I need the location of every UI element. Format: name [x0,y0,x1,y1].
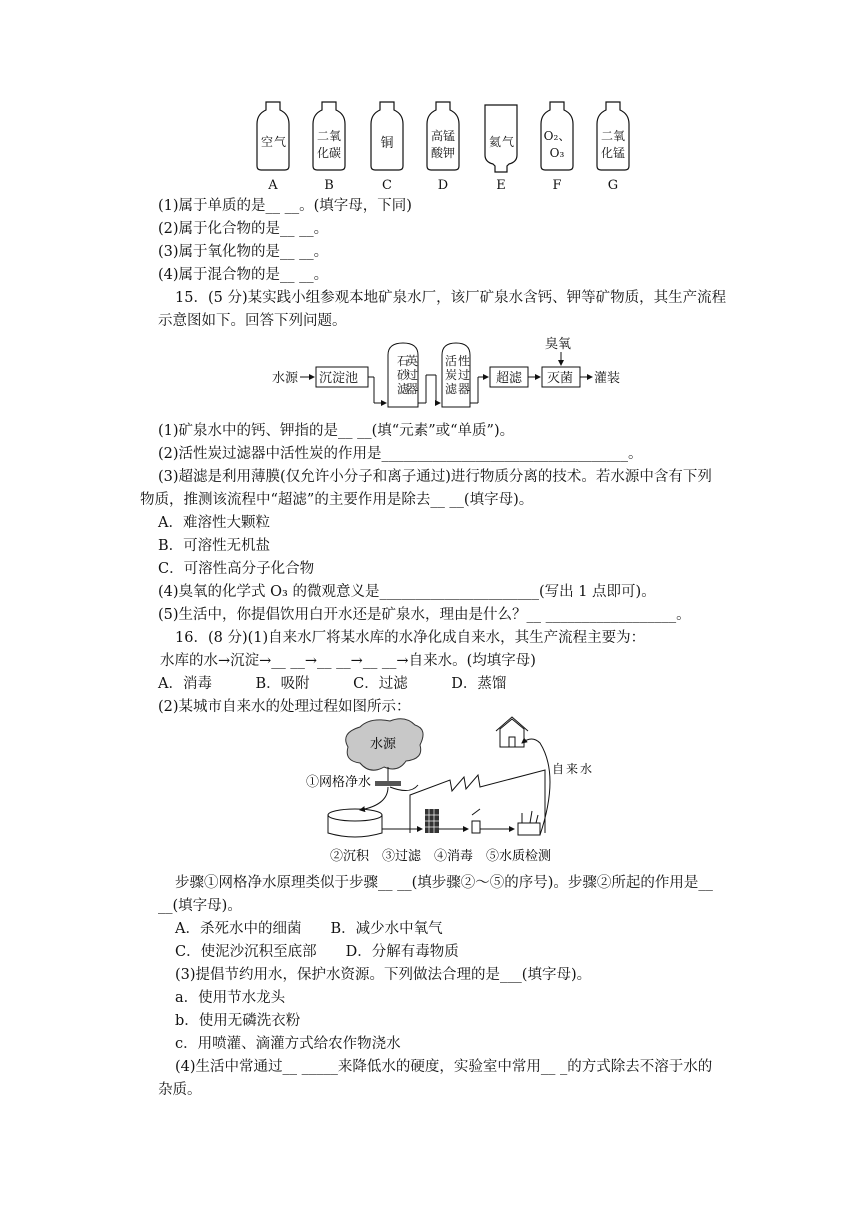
flow-pool-label: 沉淀池 [319,371,359,386]
q16-options-cd: C．使泥沙沉积至底部 D．分解有毒物质 [175,944,459,960]
svg-text:E: E [496,178,506,193]
svg-text:二氧: 二氧 [316,129,342,143]
filter1-char2: 砂 [397,368,410,382]
q16-part4-line1: (4)生活中常通过__ _____来降低水的硬度，实验室中常用__ _的方式除去不溶于水的 [175,1059,713,1075]
disinfect-bottle [472,821,480,833]
bottle-d [427,102,459,193]
mineral-water-flow-diagram [270,335,630,415]
svg-text:高锰: 高锰 [430,129,456,143]
q15-option-b: B．可溶性无机盐 [158,538,271,554]
q14-part4: (4)属于混合物的是__ __。 [158,267,329,283]
q15-part1: (1)矿泉水中的钙、钾指的是__ __(填“元素”或“单质”)。 [158,423,515,439]
q15-option-c: C．可溶性高分子化合物 [158,561,315,577]
q16-part4-line2: 杂质。 [158,1082,202,1098]
sediment-tank [328,809,382,821]
svg-text:水: 水 [580,762,593,776]
q15-part2: (2)活性炭过滤器中活性炭的作用是__________________________________。 [158,446,643,462]
filter1-char3: 英 [406,354,419,368]
bottle-b [313,102,345,193]
filter1-char6: 器 [406,382,419,396]
svg-text:酸钾: 酸钾 [430,146,456,160]
svg-text:化碳: 化碳 [316,146,342,160]
svg-text:滤: 滤 [445,382,458,396]
svg-text:空: 空 [260,135,274,149]
q16-intro: 16．(8 分)(1)自来水厂将某水库的水净化成自来水，其生产流程主要为： [175,630,646,646]
bottle-g [597,102,629,193]
q16-step-line2: __(填字母)。 [158,898,242,914]
svg-text:二氧: 二氧 [600,129,626,143]
svg-text:来: 来 [566,762,579,776]
bottle-f [541,102,573,193]
q16-item-a: a．使用节水龙头 [175,990,286,1006]
q16-options: A．消毒 B．吸附 C．过滤 D．蒸馏 [158,676,507,692]
q14-part1: (1)属于单质的是__ __。(填字母，下同) [158,198,412,214]
svg-text:C: C [382,178,392,193]
bottle-c [371,102,403,193]
filter1-char4: 过 [406,368,419,382]
svg-text:炭: 炭 [445,368,458,382]
svg-text:B: B [324,178,334,193]
svg-text:化锰: 化锰 [600,146,626,160]
testing-kit [518,823,540,835]
steps-label: ②沉积 ③过滤 ④消毒 ⑤水质检测 [330,849,552,864]
step1-label: ①网格净水 [306,775,372,790]
q16-item-b: b．使用无磷洗衣粉 [175,1013,301,1029]
svg-text:O₃: O₃ [549,146,565,160]
filter1-char5: 滤 [397,382,410,396]
flow-source-label: 水源 [272,371,299,386]
svg-text:F: F [552,178,562,193]
house-icon [500,719,524,747]
svg-text:D: D [437,178,449,193]
svg-text:A: A [268,178,278,193]
flow-ultra-label: 超滤 [496,371,523,386]
svg-text:气: 气 [501,135,515,149]
flow-sterilize-label: 灭菌 [547,371,574,386]
q14-part2: (2)属于化合物的是__ __。 [158,221,329,237]
tap-char1: 自 [552,762,565,776]
q15-part5: (5)生活中，你提倡饮用白开水还是矿泉水，理由是什么？__ __________________。 [158,607,691,623]
q15-intro-line1: 15．(5 分)某实践小组参观本地矿泉水厂，该厂矿泉水含钙、钾等矿物质，其生产流程 [175,290,727,306]
svg-text:气: 气 [273,135,287,149]
svg-text:性: 性 [458,354,471,368]
bottle-e [485,105,517,193]
svg-text:氦: 氦 [488,135,502,149]
svg-text:活: 活 [445,354,458,368]
q16-part2: (2)某城市自来水的处理过程如图所示： [158,699,411,715]
svg-text:O₂、: O₂、 [543,129,571,143]
q15-part4: (4)臭氧的化学式 O₃ 的微观意义是______________________(写出 1 点即可)。 [158,584,656,600]
q15-part3-line2: 物质，推测该流程中“超滤”的主要作用是除去__ __(填字母)。 [140,492,534,508]
svg-text:器: 器 [458,382,471,396]
reagent-bottles-figure [245,100,645,195]
svg-text:铜: 铜 [380,136,394,151]
q16-part3: (3)提倡节约用水，保护水资源。下列做法合理的是___(填字母)。 [175,967,592,983]
q15-intro-line2: 示意图如下。回答下列问题。 [158,313,347,329]
flow-ozone-label: 臭氧 [545,337,572,352]
q15-option-a: A．难溶性大颗粒 [158,515,270,531]
svg-text:过: 过 [458,368,471,382]
q16-step-line1: 步骤①网格净水原理类似于步骤__ __(填步骤②～⑤的序号)。步骤②所起的作用是__ [175,875,713,891]
svg-text:G: G [607,178,619,193]
flow-fill-label: 灌装 [594,371,621,386]
q16-item-c: c．用喷灌、滴灌方式给农作物浇水 [175,1036,401,1052]
water-source-label: 水源 [370,737,397,752]
q15-part3-line1: (3)超滤是利用薄膜(仅允许小分子和离子通过)进行物质分离的技术。若水源中含有下列 [158,469,712,485]
filter1-char1: 石 [397,354,410,368]
q16-options-ab: A．杀死水中的细菌 B．减少水中氧气 [175,921,443,937]
q14-part3: (3)属于氧化物的是__ __。 [158,244,329,260]
bottle-a [257,102,289,193]
city-water-treatment-diagram [300,715,600,870]
grid-filter-icon [375,781,401,786]
q16-chain: 水库的水→沉淀→__ __→__ __→__ __→自来水。(均填字母) [160,653,536,669]
